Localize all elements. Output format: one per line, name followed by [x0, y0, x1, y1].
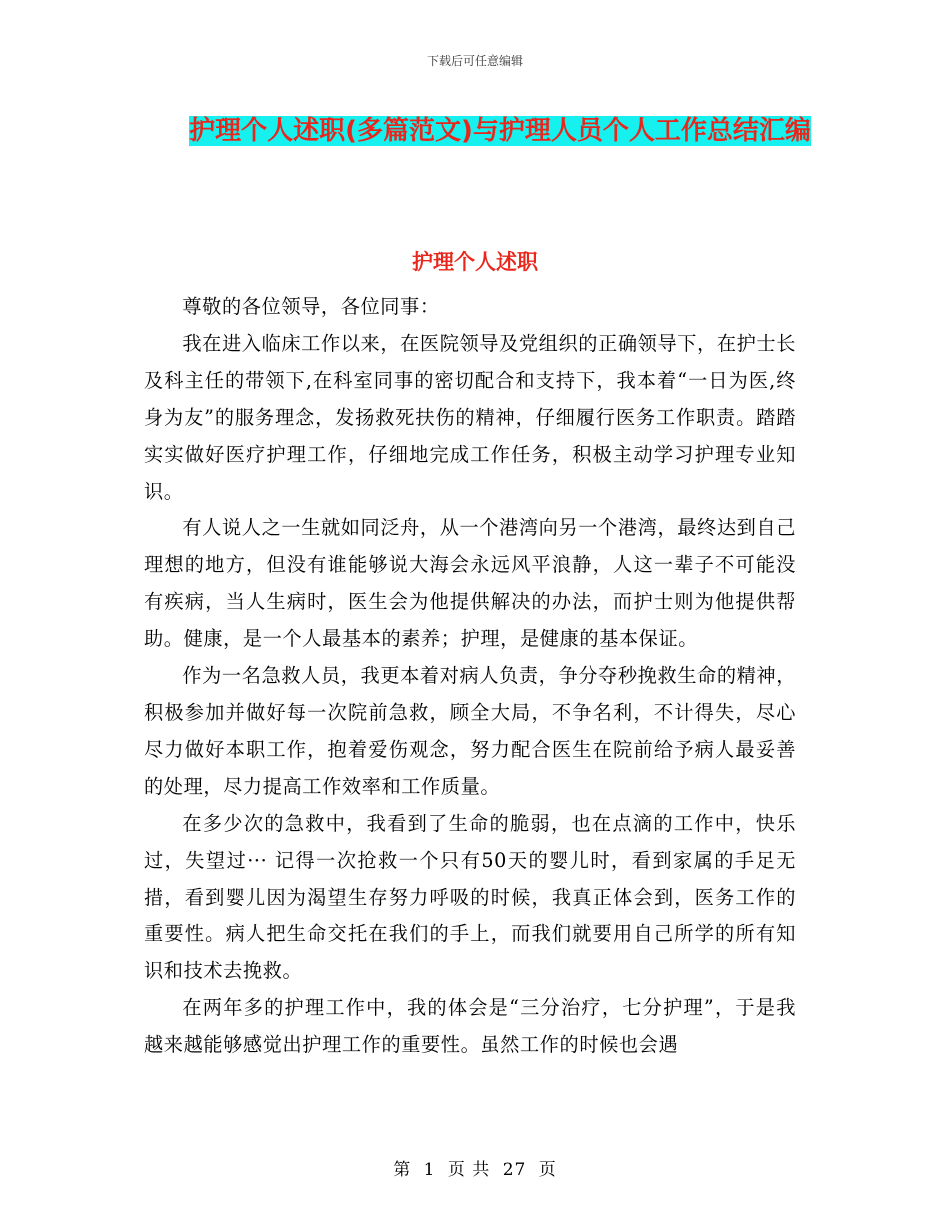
total-pages: 27 [502, 1160, 527, 1180]
page-label-mid: 页 共 [447, 1160, 491, 1180]
paragraph: 有人说人之一生就如同泛舟，从一个港湾向另一个港湾，最终达到自己理想的地方，但没有谁能够说大海会永远风平浪静，人这一辈子不可能没有疾病，当人生病时，医生会为他提供解决的办法，而护士则为他提供帮助。健康，是一个人最基本的素养；护理，是健康的基本保证。 [144, 516, 796, 651]
document-body [144, 289, 796, 1064]
paragraph: 我在进入临床工作以来，在医院领导及党组织的正确领导下，在护士长及科主任的带领下,在科室同事的密切配合和支持下，我本着“一日为医,终身为友”的服务理念，发扬救死扶伤的精神，仔细履行医务工作职责。踏踏实实做好医疗护理工作，仔细地完成工作任务，积极主动学习护理专业知识。 [144, 331, 796, 503]
page-label-suffix: 页 [538, 1160, 557, 1180]
page-footer [0, 1155, 950, 1180]
document-title [150, 104, 850, 158]
paragraph: 在两年多的护理工作中，我的体会是“三分治疗，七分护理”，于是我越来越能够感觉出护理工作的重要性。虽然工作的时候也会遇 [144, 996, 796, 1057]
page-number: 1 [423, 1160, 436, 1180]
paragraph-salutation: 尊敬的各位领导，各位同事： [182, 295, 440, 318]
header-note: 下载后可任意编辑 [426, 54, 523, 68]
paragraph: 在多少次的急救中，我看到了生命的脆弱，也在点滴的工作中，快乐过，失望过··· 记得一次抢救一个只有50天的婴儿时，看到家属的手足无措，看到婴儿因为渴望生存努力呼吸的时候，我真正体会到，医务工作的重要性。病人把生命交托在我们的手上，而我们就要用自己所学的所有知识和技术去挽救。 [144, 811, 796, 983]
document-title-text: 护理个人述职(多篇范文)与护理人员个人工作总结汇编 [189, 116, 811, 146]
paragraph: 作为一名急救人员，我更本着对病人负责，争分夺秒挽救生命的精神，积极参加并做好每一次院前急救，顾全大局，不争名利，不计得失，尽心尽力做好本职工作，抱着爱伤观念，努力配合医生在院前给予病人最妥善的处理，尽力提高工作效率和工作质量。 [144, 664, 796, 798]
section-title: 护理个人述职 [412, 250, 538, 274]
page-label-prefix: 第 [393, 1160, 412, 1180]
